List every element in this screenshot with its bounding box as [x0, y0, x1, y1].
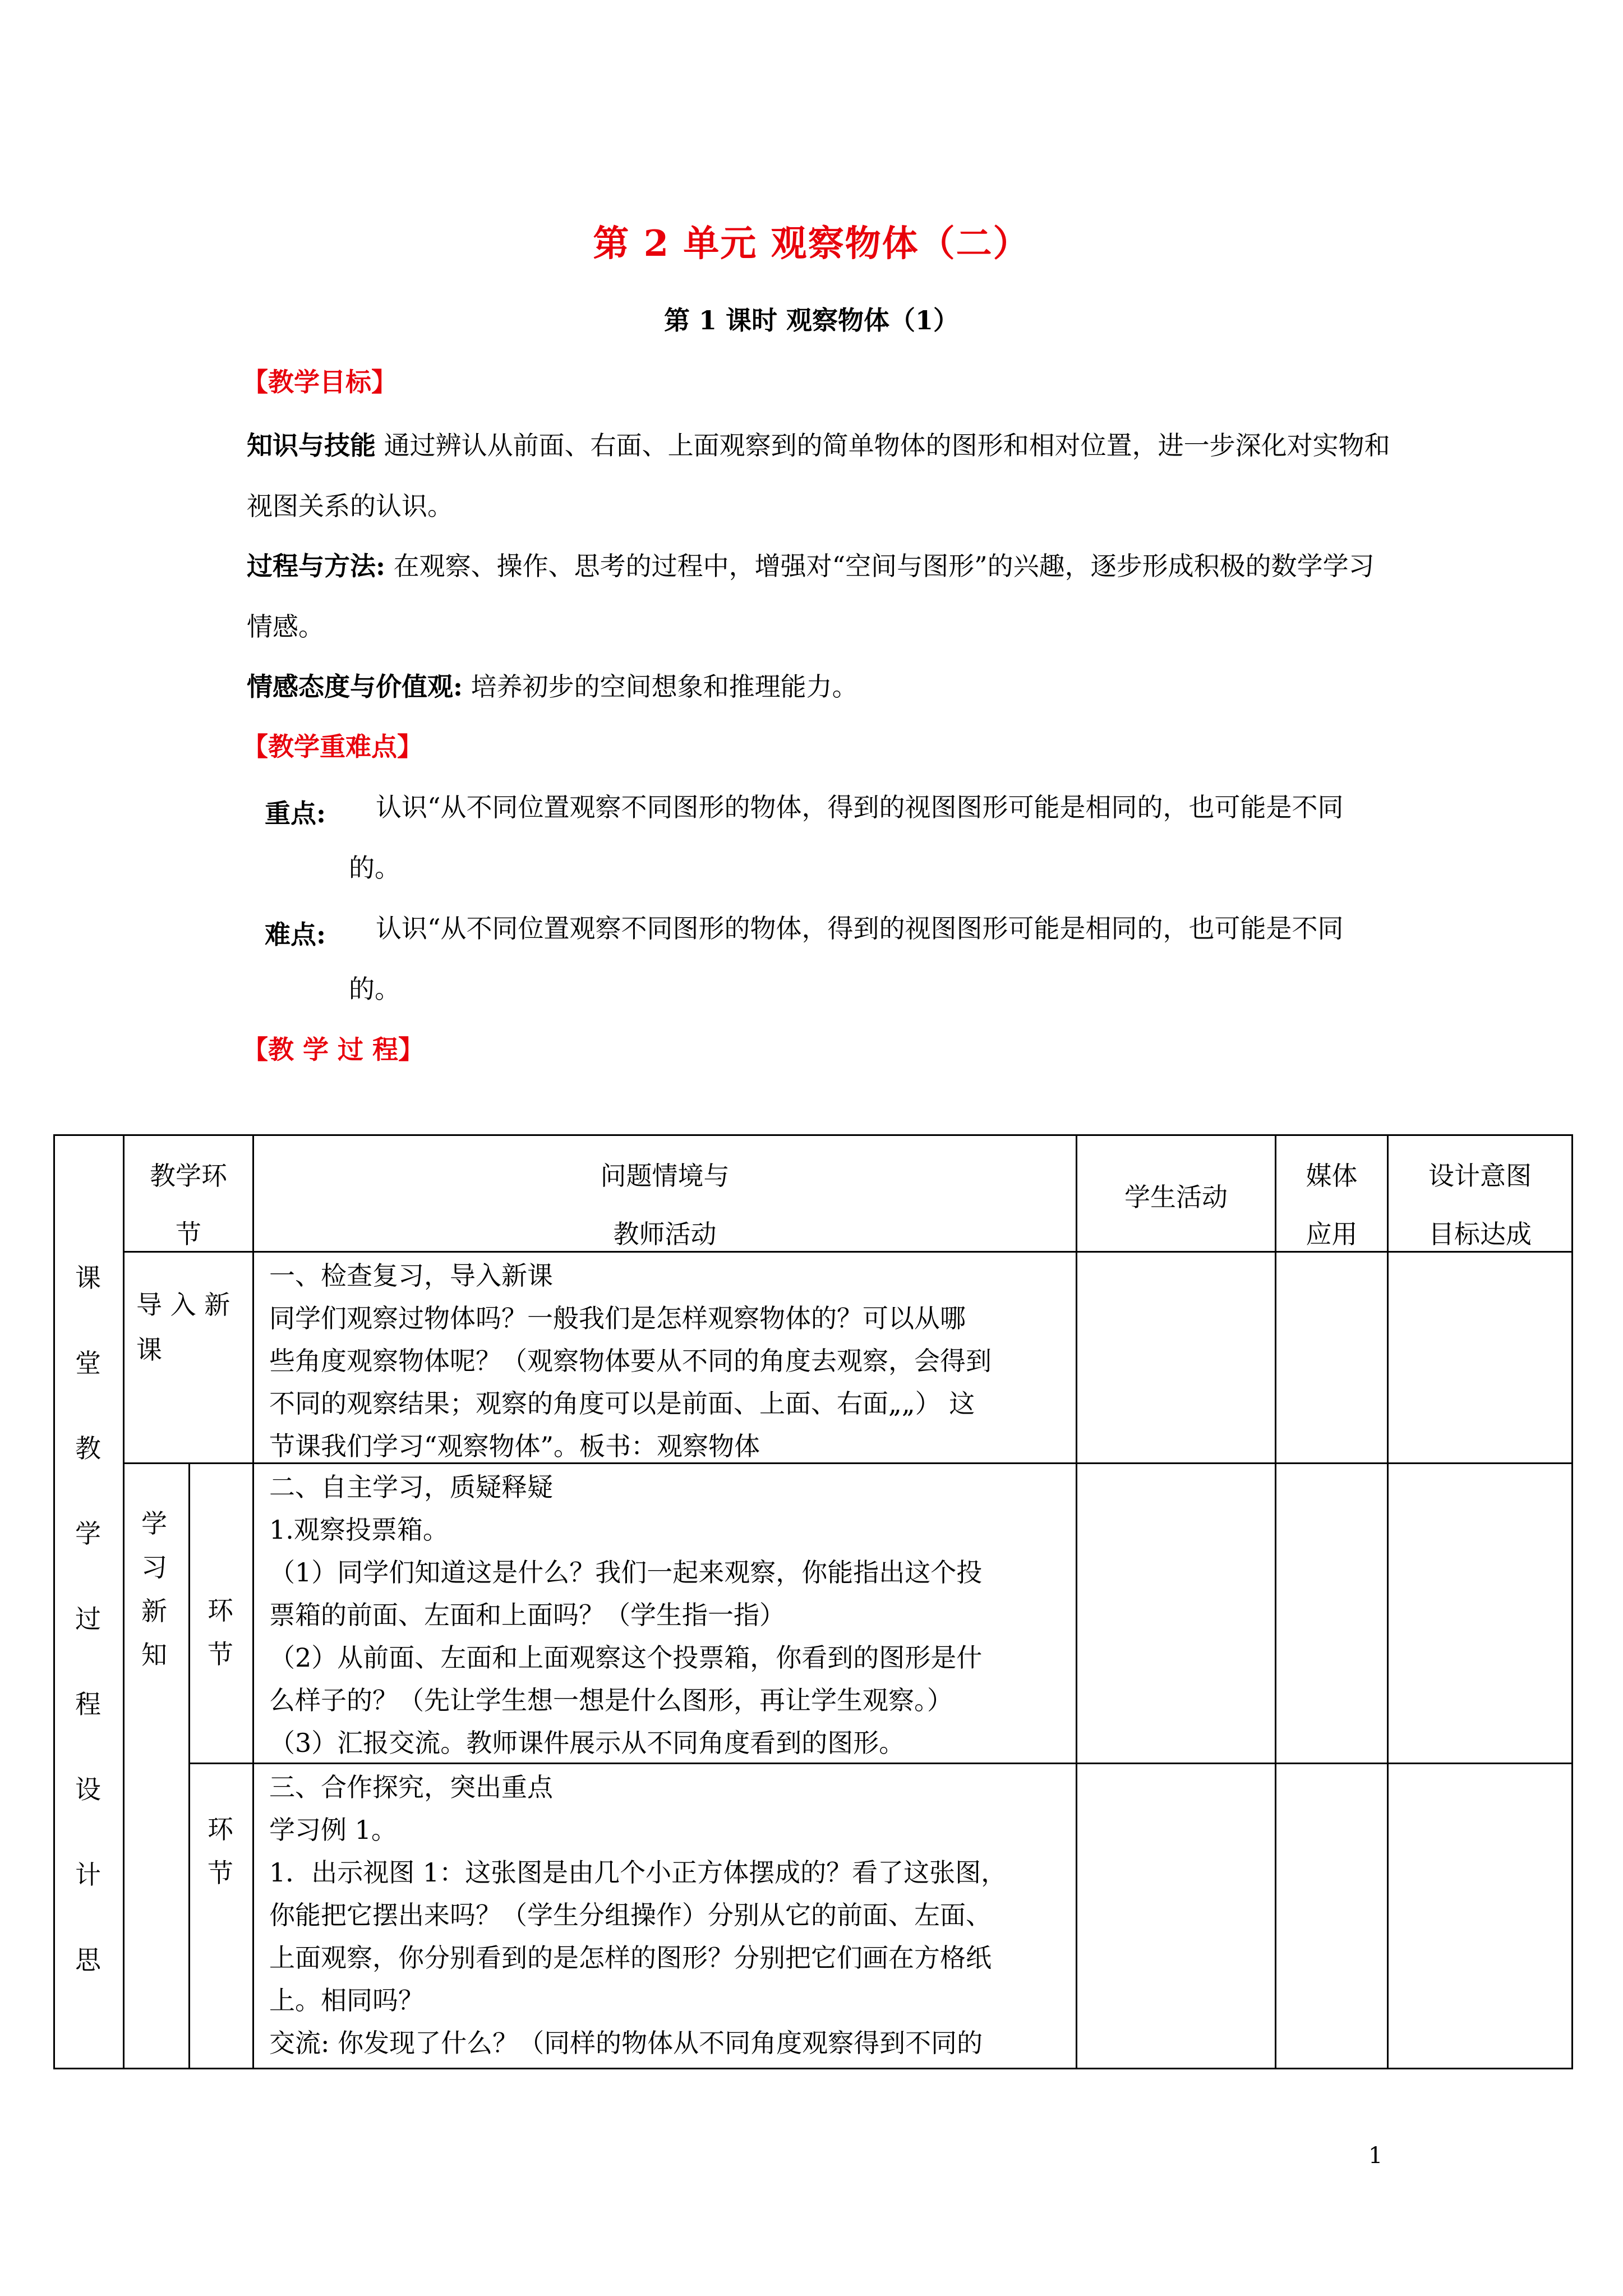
- table-border-bottom: [53, 2068, 1573, 2069]
- col-line-1: [123, 1134, 125, 2069]
- col-line-3: [252, 1134, 254, 2069]
- header-student-activity: 学生活动: [1124, 1182, 1228, 1212]
- emotion-paragraph: [247, 656, 1391, 717]
- row3-sub-label: 环 节: [208, 1814, 233, 1888]
- learn-new-label: 学 习 新 知: [141, 1508, 167, 1670]
- row2-sub-label: 环 节: [208, 1595, 233, 1669]
- knowledge-text: 通过辨认从前面、右面、上面观察到的简单物体的图形和相对位置，进一步深化对实物和视图关系的认识。: [247, 430, 1390, 521]
- header-context: 问题情境与 教师活动: [600, 1161, 730, 1249]
- teaching-process-table: [53, 1134, 1573, 2069]
- table-border-top: [53, 1134, 1573, 1136]
- process-paragraph: [247, 536, 1391, 657]
- header-stage: 教学环 节: [150, 1161, 227, 1249]
- col-line-4: [1076, 1134, 1077, 2069]
- row3-content: 三、合作探究，突出重点 学习例 1。 1．出示视图 1：这张图是由几个小正方体摆成的？看了这张图， 你能把它摆出来吗？（学生分组操作）分别从它的前面、左面、 上面观察，你分别看到的是怎样的图形？分别把它们画在方格纸 上。相同吗？ 交流: 你发现了什么？（同样的物体从不同角度观察得到不同的: [269, 1772, 1007, 2058]
- header-media: 媒体 应用: [1306, 1161, 1358, 1249]
- col-line-5: [1275, 1134, 1276, 2069]
- key-point-label: 重点:: [265, 798, 326, 829]
- row1-content: 一、检查复习，导入新课 同学们观察过物体吗？一般我们是怎样观察物体的？可以从哪 些角度观察物体呢？（观察物体要从不同的角度去观察，会得到 不同的观察结果；观察的角度可以是前面、上面、右面„„） 这 节课我们学习“观察物体”。板书：观察物体: [269, 1260, 992, 1461]
- difficult-point-text: 认识“从不同位置观察不同图形的物体，得到的视图图形可能是相同的，也可能是不同的。: [349, 913, 1344, 1004]
- col-line-6: [1387, 1134, 1389, 2069]
- knowledge-label: 知识与技能: [247, 430, 376, 461]
- emotion-label: 情感态度与价值观:: [247, 671, 463, 702]
- header-design: 设计意图 目标达成: [1428, 1161, 1532, 1249]
- page-number: 1: [1368, 2143, 1383, 2169]
- keypoints-heading: 【教学重难点】: [242, 731, 423, 762]
- table-border-left: [53, 1134, 55, 2069]
- lesson-title: 第 1 课时 观察物体（1）: [663, 305, 960, 335]
- objectives-heading: 【教学目标】: [242, 367, 397, 397]
- col-line-2: [188, 1462, 190, 2069]
- difficult-point-label: 难点:: [265, 919, 326, 950]
- side-label: 课 堂 教 学 过 程 设 计 思: [75, 1263, 101, 1975]
- process-label: 过程与方法:: [247, 551, 385, 581]
- emotion-text: 培养初步的空间想象和推理能力。: [462, 671, 858, 702]
- key-point-text: 认识“从不同位置观察不同图形的物体，得到的视图图形可能是相同的，也可能是不同的。: [349, 792, 1344, 883]
- table-border-right: [1571, 1134, 1573, 2069]
- process-heading: 【教 学 过 程】: [242, 1034, 425, 1065]
- row2-content: 二、自主学习，质疑释疑 1.观察投票箱。 （1）同学们知道这是什么？我们一起来观察，你能指出这个投 票箱的前面、左面和上面吗？（学生指一指） （2）从前面、左面和上面观察这个投票箱，你看到的图形是什 么样子的？（先让学生想一想是什么图形，再让学生观察。） （3）汇报交流。教师课件展示从不同角度看到的图形。: [269, 1472, 983, 1758]
- knowledge-paragraph: [247, 415, 1391, 536]
- document-title: 第 2 单元 观察物体（二）: [593, 223, 1030, 265]
- row1-stage: 导 入 新 课: [136, 1290, 230, 1365]
- process-text: 在观察、操作、思考的过程中，增强对“空间与图形”的兴趣，逐步形成积极的数学学习情感。: [247, 551, 1375, 642]
